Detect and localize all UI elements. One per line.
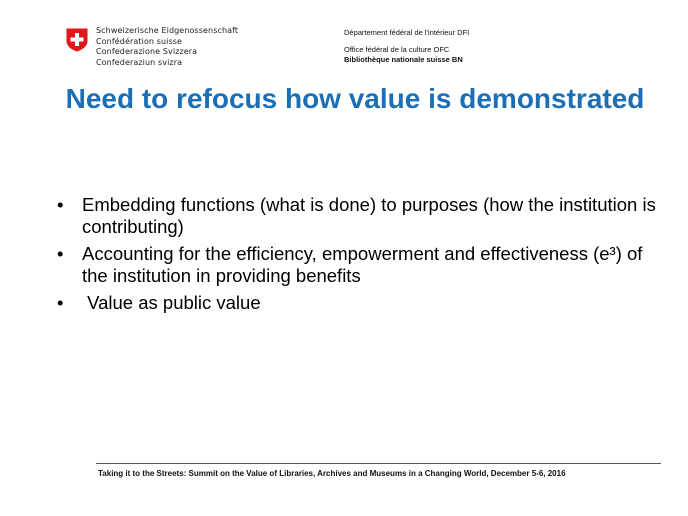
- department-name: Département fédéral de l'intérieur DFI: [344, 28, 470, 37]
- swiss-shield-icon: [66, 28, 88, 52]
- bullet-dot: •: [57, 194, 64, 215]
- confederation-names: [96, 26, 238, 68]
- bullet-dot: •: [57, 243, 64, 264]
- confederation-name-de: Schweizerische Eidgenossenschaft: [96, 26, 239, 35]
- office-name: Office fédéral de la culture OFC: [344, 45, 450, 54]
- confederation-name-it: Confederazione Svizzera: [96, 47, 198, 56]
- library-name: Bibliothèque nationale suisse BN: [344, 55, 463, 64]
- department-info: [344, 28, 469, 65]
- bullet-text: Value as public value: [82, 292, 261, 313]
- confederation-name-rm: Confederaziun svizra: [96, 57, 183, 67]
- bullet-text: Accounting for the efficiency, empowerment and effectiveness (e³) of the institution in providing benefits: [82, 243, 643, 286]
- confederation-name-fr: Confédération suisse: [96, 36, 183, 46]
- slide-title: Need to refocus how value is demonstrated: [65, 83, 645, 114]
- bullet-dot: •: [57, 292, 64, 313]
- bullet-item: [52, 194, 664, 238]
- swiss-confederation-logo: [66, 26, 238, 68]
- bullet-text: Embedding functions (what is done) to purposes (how the institution is contributing): [82, 194, 656, 237]
- bullet-list: [52, 194, 664, 319]
- bullet-item: [52, 243, 664, 287]
- footer-text: Taking it to the Streets: Summit on the Value of Libraries, Archives and Museums in a Changing World, December 5-6, 2016: [98, 469, 566, 478]
- footer-divider: [96, 463, 661, 464]
- bullet-item: [52, 292, 664, 314]
